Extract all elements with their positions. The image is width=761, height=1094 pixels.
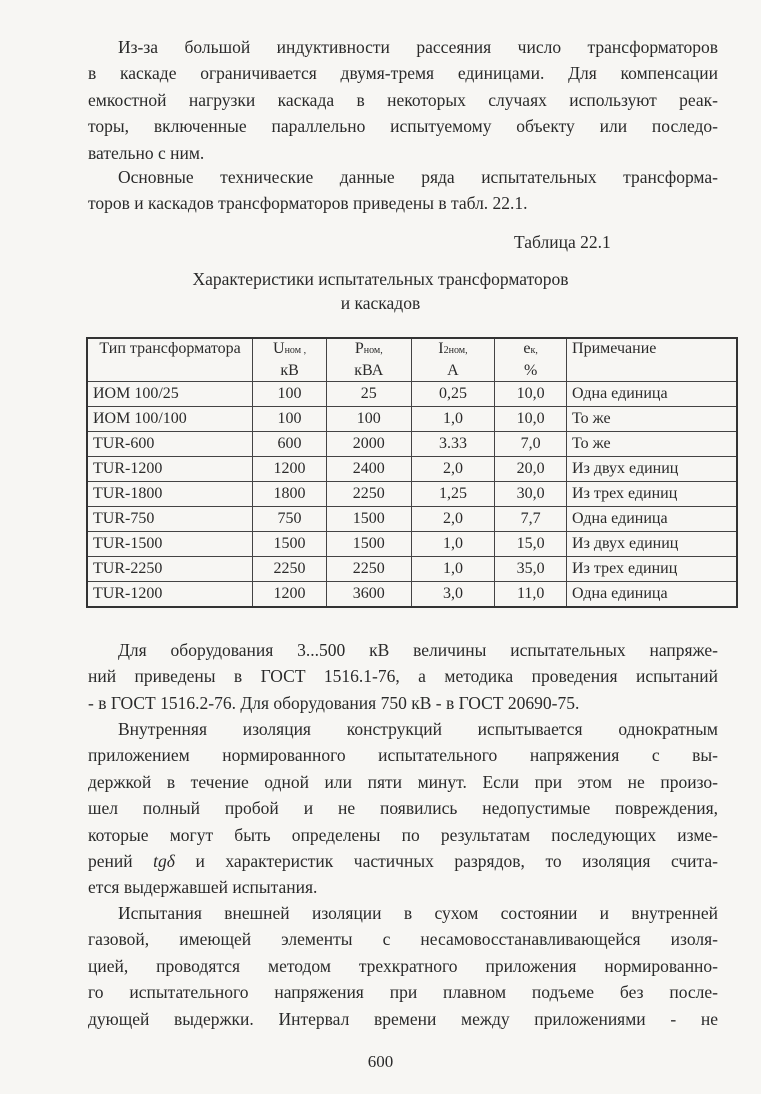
cell-note: Одна единица <box>567 582 737 608</box>
cell-voltage: 1200 <box>253 582 327 608</box>
text-line: торов и каскадов трансформаторов приведены в табл. 22.1. <box>88 193 528 214</box>
cell-note: Одна единица <box>567 507 737 532</box>
cell-current: 0,25 <box>411 382 495 407</box>
cell-voltage: 100 <box>253 382 327 407</box>
cell-type: TUR-600 <box>87 432 253 457</box>
cell-voltage: 1200 <box>253 457 327 482</box>
text-line: которые могут быть определены по результатам последующих изме- <box>88 824 718 845</box>
cell-power: 1500 <box>326 507 411 532</box>
text-line: дующей выдержки. Интервал времени между приложениями - не <box>88 1008 718 1029</box>
text-fragment: рений <box>88 851 154 872</box>
text-line: цией, проводятся методом трехкратного приложения нормированно- <box>88 955 718 976</box>
text-line: ется выдержавшей испытания. <box>88 877 318 898</box>
paragraph-table-reference <box>88 164 718 217</box>
cell-power: 100 <box>326 407 411 432</box>
table-row <box>87 457 737 482</box>
header-symbol: e <box>523 340 531 357</box>
cell-ek: 35,0 <box>495 557 567 582</box>
text-line: шел полный пробой и не появились недопустимые повреждения, <box>88 798 718 819</box>
cell-voltage: 750 <box>253 507 327 532</box>
table-row <box>87 507 737 532</box>
header-unit: % <box>523 362 538 379</box>
text-line: приложением нормированного испытательного напряжения с вы- <box>88 745 718 766</box>
table-caption: Таблица 22.1 <box>514 232 611 252</box>
text-line <box>88 848 718 874</box>
cell-ek: 7,7 <box>495 507 567 532</box>
cell-ek: 20,0 <box>495 457 567 482</box>
table-header-row <box>87 338 737 382</box>
cell-ek: 15,0 <box>495 532 567 557</box>
cell-type: ИОМ 100/100 <box>87 407 253 432</box>
cell-type: TUR-750 <box>87 507 253 532</box>
text-line: Испытания внешней изоляции в сухом состоянии и внутренней <box>118 903 718 923</box>
header-voltage <box>253 338 327 382</box>
cell-power: 3600 <box>326 582 411 608</box>
text-line: в каскаде ограничивается двумя-тремя единицами. Для компенсации <box>88 63 718 84</box>
text-line: держкой в течение одной или пяти минут. Если при этом не произо- <box>88 771 718 792</box>
header-type: Тип трансформатора <box>87 338 253 382</box>
cell-power: 1500 <box>326 532 411 557</box>
cell-ek: 11,0 <box>495 582 567 608</box>
cell-current: 1,25 <box>411 482 495 507</box>
text-line: Для оборудования 3...500 кВ величины испытательных напряже- <box>118 640 718 660</box>
cell-current: 3.33 <box>411 432 495 457</box>
text-line: Основные технические данные ряда испытательных трансформа- <box>118 167 718 187</box>
table-row <box>87 532 737 557</box>
cell-note: То же <box>567 407 737 432</box>
text-fragment: и характеристик частичных разрядов, то изоляция счита- <box>174 851 718 872</box>
cell-note: То же <box>567 432 737 457</box>
header-subscript: ном , <box>284 345 307 356</box>
cell-type: TUR-1200 <box>87 582 253 608</box>
cell-voltage: 1500 <box>253 532 327 557</box>
text-line: Из-за большой индуктивности рассеяния число трансформаторов <box>118 37 718 57</box>
text-line: - в ГОСТ 1516.2-76. Для оборудования 750 кВ - в ГОСТ 20690-75. <box>88 692 580 713</box>
header-symbol: U <box>273 340 285 357</box>
cell-current: 1,0 <box>411 532 495 557</box>
cell-power: 25 <box>326 382 411 407</box>
cell-ek: 30,0 <box>495 482 567 507</box>
cell-note: Из двух единиц <box>567 532 737 557</box>
table-row <box>87 432 737 457</box>
cell-current: 2,0 <box>411 457 495 482</box>
transformer-specs-table <box>86 337 738 608</box>
cell-type: TUR-1800 <box>87 482 253 507</box>
paragraph-external-insulation <box>88 900 718 1032</box>
text-line: емкостной нагрузки каскада в некоторых случаях используют реак- <box>88 89 718 110</box>
header-power <box>326 338 411 382</box>
cell-power: 2400 <box>326 457 411 482</box>
text-line: ний приведены в ГОСТ 1516.1-76, а методика проведения испытаний <box>88 666 718 687</box>
table-title-line: и каскадов <box>340 293 421 313</box>
table-row <box>87 407 737 432</box>
cell-voltage: 2250 <box>253 557 327 582</box>
header-symbol: I <box>438 340 444 357</box>
table-title-line: Характеристики испытательных трансформаторов <box>192 269 569 289</box>
tg-delta-symbol: tgδ <box>153 851 175 872</box>
header-symbol: P <box>354 340 364 357</box>
paragraph-cascade-limits <box>88 34 718 166</box>
table-body <box>87 382 737 608</box>
header-unit: кВ <box>280 362 299 379</box>
text-line: торы, включенные параллельно испытуемому объекту или последо- <box>88 116 718 137</box>
cell-voltage: 100 <box>253 407 327 432</box>
table-row <box>87 582 737 608</box>
cell-voltage: 600 <box>253 432 327 457</box>
header-short-circuit-voltage <box>495 338 567 382</box>
cell-current: 3,0 <box>411 582 495 608</box>
cell-current: 1,0 <box>411 407 495 432</box>
cell-ek: 7,0 <box>495 432 567 457</box>
header-unit: А <box>447 362 459 379</box>
cell-type: TUR-1200 <box>87 457 253 482</box>
table-row <box>87 482 737 507</box>
text-line: газовой, имеющей элементы с несамовосстанавливающейся изоля- <box>88 929 718 950</box>
cell-type: TUR-1500 <box>87 532 253 557</box>
header-subscript: 2ном, <box>443 345 468 356</box>
cell-ek: 10,0 <box>495 407 567 432</box>
page-number: 600 <box>367 1052 394 1071</box>
cell-power: 2000 <box>326 432 411 457</box>
header-unit: кВА <box>354 362 384 379</box>
text-line: Внутренняя изоляция конструкций испытывается однократным <box>118 719 718 739</box>
cell-current: 1,0 <box>411 557 495 582</box>
cell-power: 2250 <box>326 557 411 582</box>
cell-note: Из трех единиц <box>567 482 737 507</box>
paragraph-gost-standards <box>88 637 718 716</box>
cell-note: Из трех единиц <box>567 557 737 582</box>
cell-voltage: 1800 <box>253 482 327 507</box>
cell-type: ИОМ 100/25 <box>87 382 253 407</box>
cell-ek: 10,0 <box>495 382 567 407</box>
cell-note: Из двух единиц <box>567 457 737 482</box>
cell-power: 2250 <box>326 482 411 507</box>
cell-note: Одна единица <box>567 382 737 407</box>
text-line: го испытательного напряжения при плавном подъеме без после- <box>88 982 718 1003</box>
table-row <box>87 557 737 582</box>
paragraph-internal-insulation <box>88 716 718 901</box>
header-subscript: ном, <box>363 345 383 356</box>
table-row <box>87 382 737 407</box>
header-subscript: к, <box>530 345 538 356</box>
table-title <box>88 267 673 315</box>
header-note: Примечание <box>567 338 737 382</box>
text-line: вательно с ним. <box>88 142 205 163</box>
cell-current: 2,0 <box>411 507 495 532</box>
header-current <box>411 338 495 382</box>
cell-type: TUR-2250 <box>87 557 253 582</box>
